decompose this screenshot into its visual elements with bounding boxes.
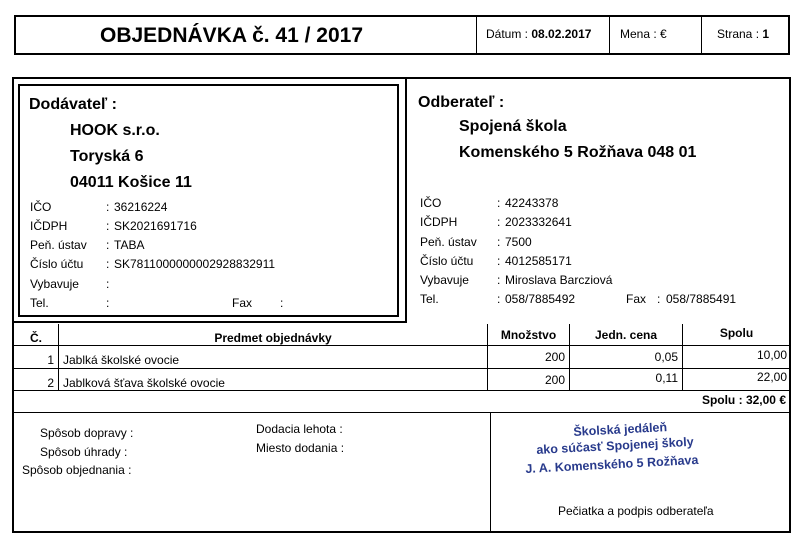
customer-field-label: Peň. ústav (420, 235, 477, 249)
customer-field-label: Číslo účtu (420, 254, 474, 268)
supplier-field-sep: : (106, 277, 110, 291)
customer-field-value: 42243378 (505, 196, 559, 210)
signature-label: Pečiatka a podpis odberateľa (558, 504, 714, 518)
supplier-field-label: IČO (30, 200, 52, 214)
customer-field-value: Miroslava Barcziová (505, 273, 613, 287)
row-no: 1 (47, 353, 54, 367)
customer-field-label: Tel. (420, 292, 439, 306)
col-header-unit-price: Jedn. cena (594, 328, 658, 342)
date-value: 08.02.2017 (531, 27, 592, 41)
customer-field-label: IČO (420, 196, 442, 210)
date-label: Dátum : (486, 27, 529, 41)
grand-total-label: Spolu : (701, 393, 743, 407)
col-header-no: Č. (30, 331, 42, 345)
footer-divider (490, 412, 491, 532)
customer-heading: Odberateľ : (418, 94, 505, 111)
col-header-total: Spolu (719, 326, 754, 340)
currency-value: € (660, 27, 667, 41)
supplier-street: Toryská 6 (70, 148, 144, 165)
customer-field-value: 4012585171 (505, 254, 572, 268)
supplier-field-sep: : (106, 238, 110, 252)
customer-fax-value: 058/7885491 (666, 292, 737, 306)
supplier-field-label: Tel. (30, 296, 49, 310)
supplier-field-value: TABA (114, 238, 145, 252)
supplier-name: HOOK s.r.o. (70, 122, 160, 139)
row-total: 10,00 (756, 348, 787, 362)
transport-label: Spôsob dopravy : (40, 426, 134, 440)
ordering-label: Spôsob objednania : (22, 463, 132, 477)
row-qty: 200 (544, 373, 565, 387)
currency-field (620, 27, 667, 41)
row-qty: 200 (544, 350, 565, 364)
header-divider (609, 16, 610, 54)
header-divider (476, 16, 477, 54)
currency-label: Mena : (620, 27, 657, 41)
row-item: Jablká školské ovocie (63, 353, 180, 367)
supplier-field-sep: : (106, 200, 110, 214)
supplier-field-sep: : (106, 219, 110, 233)
customer-field-sep: : (497, 292, 501, 306)
customer-field-value: 7500 (505, 235, 532, 249)
supplier-field-label: Vybavuje (30, 277, 79, 291)
customer-field-sep: : (497, 235, 501, 249)
table-divider (13, 412, 790, 413)
customer-name: Spojená škola (459, 118, 567, 135)
supplier-fax-label: Fax (232, 296, 253, 310)
row-unit-price: 0,05 (654, 350, 678, 364)
supplier-field-sep: : (106, 296, 110, 310)
customer-field-value: 2023332641 (505, 215, 572, 229)
page-value: 1 (762, 27, 770, 41)
grand-total (560, 393, 786, 407)
customer-field-label: IČDPH (420, 215, 458, 229)
header-divider (701, 16, 702, 54)
page-field (717, 27, 769, 41)
customer-field-sep: : (497, 215, 501, 229)
customer-field-label: Vybavuje (420, 273, 469, 287)
row-no: 2 (47, 376, 54, 390)
row-item: Jablková šťava školské ovocie (63, 376, 225, 390)
supplier-fax-sep: : (280, 296, 284, 310)
stamp-line: Školská jedáleň (573, 420, 668, 439)
supplier-field-value: SK7811000000002928832911 (114, 257, 276, 271)
supplier-field-sep: : (106, 257, 110, 271)
customer-field-sep: : (497, 196, 501, 210)
page-label: Strana : (717, 27, 760, 41)
col-header-item: Predmet objednávky (214, 331, 332, 345)
customer-address: Komenského 5 Rožňava 048 01 (459, 144, 697, 161)
customer-field-sep: : (497, 273, 501, 287)
supplier-city: 04011 Košice 11 (70, 174, 192, 191)
date-field (486, 27, 591, 41)
delivery-term-label: Dodacia lehota : (256, 422, 343, 436)
supplier-field-value: 36216224 (114, 200, 168, 214)
row-total: 22,00 (756, 370, 787, 384)
supplier-field-label: Peň. ústav (30, 238, 87, 252)
supplier-field-label: IČDPH (30, 219, 68, 233)
table-divider (13, 390, 790, 391)
stamp-line: ako súčasť Spojenej školy (536, 434, 694, 457)
customer-fax-sep: : (657, 292, 661, 306)
col-header-qty: Množstvo (500, 328, 557, 342)
stamp-line: J. A. Komenského 5 Rožňava (525, 452, 699, 476)
grand-total-value: 32,00 € (745, 393, 786, 407)
document-title: OBJEDNÁVKA č. 41 / 2017 (100, 24, 364, 47)
supplier-field-value: SK2021691716 (114, 219, 197, 233)
customer-field-sep: : (497, 254, 501, 268)
payment-label: Spôsob úhrady : (40, 445, 128, 459)
table-divider (13, 368, 790, 369)
supplier-heading: Dodávateľ : (29, 96, 117, 113)
customer-field-value: 058/7885492 (505, 292, 576, 306)
delivery-place-label: Miesto dodania : (256, 441, 345, 455)
table-divider (13, 345, 790, 346)
row-unit-price: 0,11 (655, 371, 678, 385)
supplier-field-label: Číslo účtu (30, 257, 84, 271)
customer-fax-label: Fax (626, 292, 647, 306)
